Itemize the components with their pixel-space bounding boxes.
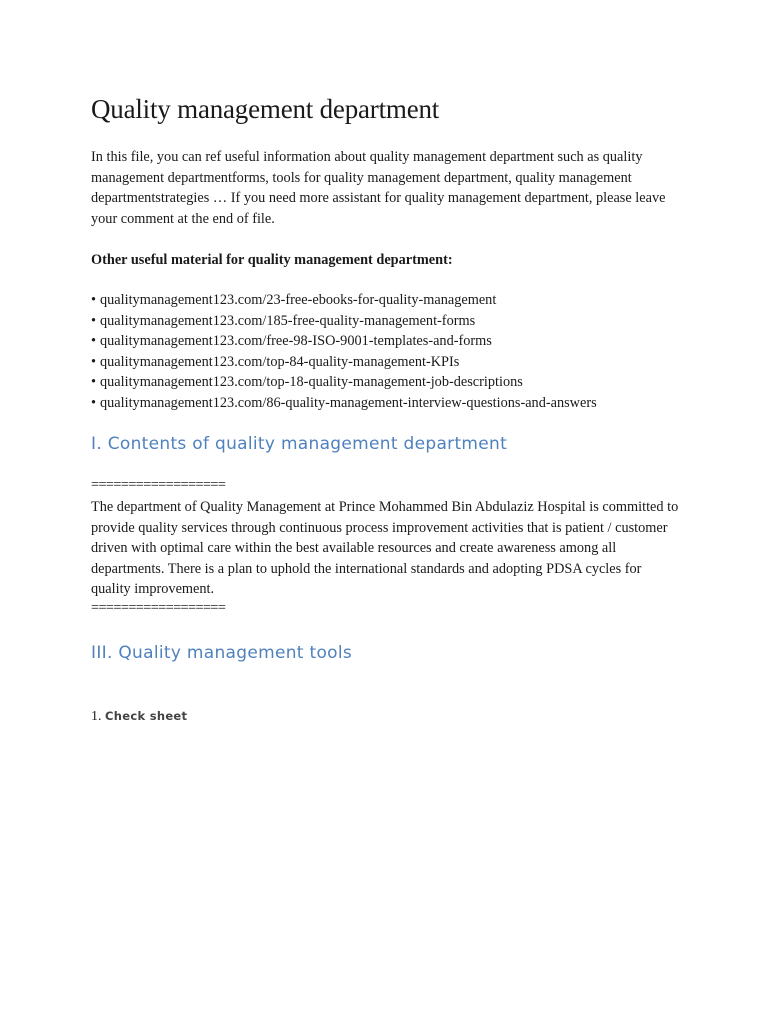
bullet-icon: • xyxy=(91,292,97,308)
page-title: Quality management department xyxy=(91,94,440,124)
tool-item-label: Check sheet xyxy=(105,709,188,723)
bullet-icon: • xyxy=(91,394,97,411)
list-item[interactable] xyxy=(91,331,597,352)
bullet-icon: • xyxy=(91,374,97,391)
link-text[interactable]: qualitymanagement123.com/top-84-quality-management-KPIs xyxy=(100,353,460,370)
list-item[interactable] xyxy=(91,393,597,414)
list-item[interactable] xyxy=(91,372,597,393)
link-text[interactable]: qualitymanagement123.com/185-free-quality-management-forms xyxy=(100,312,476,329)
tool-list-item xyxy=(91,707,187,726)
link-text[interactable]: qualitymanagement123.com/free-98-ISO-9001-templates-and-forms xyxy=(100,333,492,350)
section-heading-tools: III. Quality management tools xyxy=(91,643,353,663)
link-text[interactable]: qualitymanagement123.com/23-free-ebooks-for-quality-management xyxy=(100,292,497,308)
list-item[interactable] xyxy=(91,352,597,373)
separator-top: ================== xyxy=(91,477,226,493)
tool-item-number: 1. xyxy=(91,709,102,724)
material-heading: Other useful material for quality management department: xyxy=(91,252,453,268)
bullet-icon: • xyxy=(91,353,97,370)
bullet-icon: • xyxy=(91,333,97,350)
useful-links-list xyxy=(91,290,597,414)
separator-bottom: ================== xyxy=(91,600,226,616)
link-text[interactable]: qualitymanagement123.com/86-quality-management-interview-questions-and-answers xyxy=(100,394,597,411)
list-item[interactable] xyxy=(91,311,597,332)
bullet-icon: • xyxy=(91,312,97,329)
link-text[interactable]: qualitymanagement123.com/top-18-quality-management-job-descriptions xyxy=(100,374,523,391)
section-heading-contents: I. Contents of quality management department xyxy=(91,434,508,454)
department-paragraph: The department of Quality Management at Prince Mohammed Bin Abdulaziz Hospital is committed to provide quality services through continuous process improvement activities that is patient / customer driven with optimal care within the best available resources and create awareness among all departments. There is a plan to uphold the international standards and adopting PDSA cycles for quality improvement. xyxy=(91,499,679,598)
list-item[interactable] xyxy=(91,290,597,311)
intro-paragraph: In this file, you can ref useful information about quality management department such as quality management departmentforms, tools for quality management department, quality management departmentstrategies … If you need more assistant for quality management department, please leave your comment at the end of file. xyxy=(91,149,666,227)
